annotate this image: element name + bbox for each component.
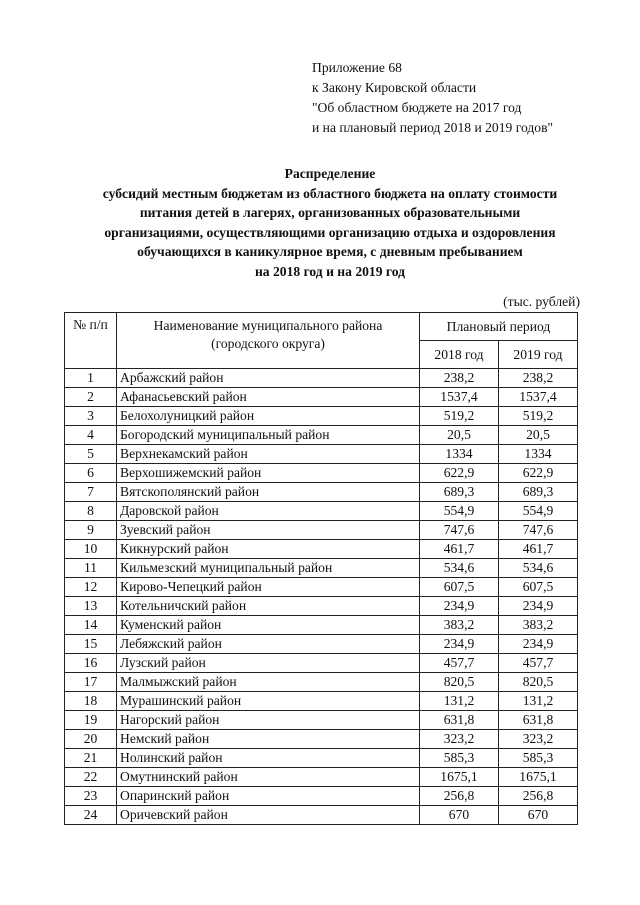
value-2019: 131,2 [499,692,578,711]
value-2019: 689,3 [499,483,578,502]
district-name: Арбажский район [117,369,420,388]
district-name: Кирово-Чепецкий район [117,578,420,597]
value-2018: 1334 [420,445,499,464]
district-name: Мурашинский район [117,692,420,711]
value-2018: 670 [420,806,499,825]
table-row [65,445,578,464]
table-row [65,483,578,502]
value-2018: 1537,4 [420,388,499,407]
table-row [65,635,578,654]
table-row [65,464,578,483]
district-name: Оричевский район [117,806,420,825]
table-row [65,787,578,806]
row-number: 19 [65,711,117,730]
table-row [65,654,578,673]
row-number: 8 [65,502,117,521]
appendix-line: "Об областном бюджете на 2017 год [312,100,522,115]
value-2018: 519,2 [420,407,499,426]
value-2019: 457,7 [499,654,578,673]
value-2019: 323,2 [499,730,578,749]
district-name: Лузский район [117,654,420,673]
value-2019: 554,9 [499,502,578,521]
value-2018: 554,9 [420,502,499,521]
value-2018: 256,8 [420,787,499,806]
table-row [65,711,578,730]
title-line: обучающихся в каникулярное время, с дневным пребыванием [137,244,523,259]
row-number: 15 [65,635,117,654]
appendix-line: Приложение 68 [312,60,402,75]
header-name-line: (городского округа) [211,336,325,351]
value-2019: 607,5 [499,578,578,597]
value-2019: 631,8 [499,711,578,730]
value-2018: 607,5 [420,578,499,597]
value-2019: 383,2 [499,616,578,635]
table-row [65,369,578,388]
header-year-2018: 2018 год [420,341,499,369]
value-2019: 747,6 [499,521,578,540]
value-2018: 622,9 [420,464,499,483]
value-2018: 1675,1 [420,768,499,787]
table-body [65,369,578,825]
value-2018: 631,8 [420,711,499,730]
value-2019: 234,9 [499,635,578,654]
district-name: Верхошижемский район [117,464,420,483]
subsidy-table [64,312,578,825]
value-2018: 323,2 [420,730,499,749]
table-row [65,768,578,787]
value-2019: 238,2 [499,369,578,388]
appendix-reference [312,58,553,138]
row-number: 17 [65,673,117,692]
table-row [65,540,578,559]
row-number: 10 [65,540,117,559]
row-number: 24 [65,806,117,825]
row-number: 13 [65,597,117,616]
value-2019: 534,6 [499,559,578,578]
row-number: 18 [65,692,117,711]
table-row [65,673,578,692]
table-row [65,692,578,711]
title-line: Распределение [284,166,376,181]
district-name: Нагорский район [117,711,420,730]
district-name: Куменский район [117,616,420,635]
row-number: 3 [65,407,117,426]
table-row [65,388,578,407]
value-2019: 1675,1 [499,768,578,787]
title-line: питания детей в лагерях, организованных образовательными [139,205,521,220]
district-name: Белохолуницкий район [117,407,420,426]
header-name-line: Наименование муниципального района [153,318,383,333]
district-name: Вятскополянский район [117,483,420,502]
units-label: (тыс. рублей) [503,294,580,309]
row-number: 7 [65,483,117,502]
value-2019: 1537,4 [499,388,578,407]
value-2018: 585,3 [420,749,499,768]
value-2018: 689,3 [420,483,499,502]
row-number: 22 [65,768,117,787]
value-2018: 234,9 [420,635,499,654]
header-planned-period: Плановый период [420,313,578,341]
table-row [65,597,578,616]
value-2019: 670 [499,806,578,825]
district-name: Кильмезский муниципальный район [117,559,420,578]
value-2018: 461,7 [420,540,499,559]
value-2018: 457,7 [420,654,499,673]
district-name: Афанасьевский район [117,388,420,407]
table-row [65,578,578,597]
row-number: 11 [65,559,117,578]
district-name: Зуевский район [117,521,420,540]
title-line: организациями, осуществляющими организацию отдыха и оздоровления [104,224,556,240]
value-2019: 622,9 [499,464,578,483]
value-2018: 747,6 [420,521,499,540]
district-name: Лебяжский район [117,635,420,654]
row-number: 23 [65,787,117,806]
row-number: 14 [65,616,117,635]
value-2019: 461,7 [499,540,578,559]
district-name: Омутнинский район [117,768,420,787]
row-number: 16 [65,654,117,673]
header-year-2019: 2019 год [499,341,578,369]
district-name: Нолинский район [117,749,420,768]
table-row [65,521,578,540]
row-number: 5 [65,445,117,464]
header-name [117,313,420,369]
value-2019: 519,2 [499,407,578,426]
district-name: Кикнурский район [117,540,420,559]
table-row [65,749,578,768]
district-name: Немский район [117,730,420,749]
value-2018: 20,5 [420,426,499,445]
table-row [65,730,578,749]
row-number: 21 [65,749,117,768]
header-num: № п/п [65,313,117,369]
value-2018: 131,2 [420,692,499,711]
table-row [65,407,578,426]
table-row [65,806,578,825]
document-title [40,164,620,281]
value-2018: 820,5 [420,673,499,692]
title-line: субсидий местным бюджетам из областного бюджета на оплату стоимости [102,185,558,201]
value-2019: 20,5 [499,426,578,445]
value-2019: 820,5 [499,673,578,692]
value-2018: 383,2 [420,616,499,635]
district-name: Котельничский район [117,597,420,616]
value-2019: 234,9 [499,597,578,616]
district-name: Даровской район [117,502,420,521]
row-number: 2 [65,388,117,407]
district-name: Богородский муниципальный район [117,426,420,445]
row-number: 20 [65,730,117,749]
district-name: Верхнекамский район [117,445,420,464]
row-number: 6 [65,464,117,483]
row-number: 4 [65,426,117,445]
table-row [65,502,578,521]
appendix-line: и на плановый период 2018 и 2019 годов" [312,120,554,135]
title-line: на 2018 год и на 2019 год [254,263,406,279]
row-number: 12 [65,578,117,597]
table-row [65,559,578,578]
row-number: 1 [65,369,117,388]
value-2018: 234,9 [420,597,499,616]
table-row [65,616,578,635]
row-number: 9 [65,521,117,540]
value-2019: 585,3 [499,749,578,768]
value-2019: 1334 [499,445,578,464]
value-2019: 256,8 [499,787,578,806]
value-2018: 534,6 [420,559,499,578]
table-row [65,426,578,445]
appendix-line: к Закону Кировской области [312,80,477,95]
district-name: Опаринский район [117,787,420,806]
district-name: Малмыжский район [117,673,420,692]
value-2018: 238,2 [420,369,499,388]
